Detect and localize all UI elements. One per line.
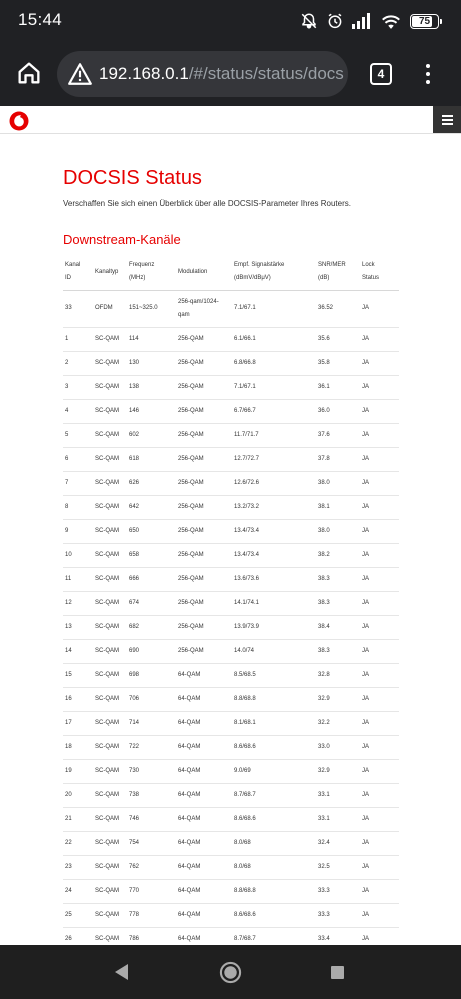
col-modulation-cell: 256-QAM bbox=[176, 327, 232, 351]
col-channel-id-cell: 3 bbox=[63, 375, 93, 399]
col-modulation-cell: 256-QAM bbox=[176, 591, 232, 615]
col-channel-id-cell: 26 bbox=[63, 927, 93, 945]
col-snr-mer-header bbox=[316, 255, 360, 290]
col-frequency-cell: 650 bbox=[127, 519, 176, 543]
col-channel-type-cell: SC-QAM bbox=[93, 591, 127, 615]
table-row bbox=[63, 783, 399, 807]
col-signal-strength-cell: 7.1/67.1 bbox=[232, 375, 316, 399]
header-line: Kanal bbox=[65, 262, 81, 269]
col-signal-strength-cell: 8.7/68.7 bbox=[232, 927, 316, 945]
col-snr-mer-cell: 33.3 bbox=[316, 903, 360, 927]
col-snr-mer-cell: 33.4 bbox=[316, 927, 360, 945]
col-channel-id-header bbox=[63, 255, 93, 290]
col-signal-strength-cell: 8.6/68.6 bbox=[232, 903, 316, 927]
col-snr-mer-cell: 32.4 bbox=[316, 831, 360, 855]
col-channel-type-cell: SC-QAM bbox=[93, 399, 127, 423]
col-snr-mer-cell: 32.9 bbox=[316, 759, 360, 783]
col-modulation-cell: 256-QAM bbox=[176, 399, 232, 423]
col-modulation-cell: 256-QAM bbox=[176, 351, 232, 375]
col-modulation-cell: 256-QAM bbox=[176, 447, 232, 471]
table-header-row bbox=[63, 255, 399, 290]
col-signal-strength-cell: 8.7/68.7 bbox=[232, 783, 316, 807]
bell-off-icon bbox=[300, 12, 318, 30]
col-lock-status-cell: JA bbox=[360, 615, 399, 639]
col-snr-mer-cell: 38.3 bbox=[316, 591, 360, 615]
col-lock-status-cell: JA bbox=[360, 375, 399, 399]
col-frequency-cell: 146 bbox=[127, 399, 176, 423]
table-row bbox=[63, 543, 399, 567]
col-snr-mer-cell: 32.9 bbox=[316, 687, 360, 711]
col-channel-id-cell: 5 bbox=[63, 423, 93, 447]
col-channel-type-cell: SC-QAM bbox=[93, 567, 127, 591]
col-channel-id-cell: 10 bbox=[63, 543, 93, 567]
home-button[interactable] bbox=[12, 56, 46, 90]
col-channel-type-cell: SC-QAM bbox=[93, 711, 127, 735]
home-icon bbox=[15, 59, 43, 87]
col-channel-type-cell: SC-QAM bbox=[93, 831, 127, 855]
col-lock-status-cell: JA bbox=[360, 879, 399, 903]
home-circle-icon[interactable] bbox=[219, 961, 242, 984]
col-channel-type-cell: SC-QAM bbox=[93, 879, 127, 903]
col-frequency-cell: 762 bbox=[127, 855, 176, 879]
table-row bbox=[63, 471, 399, 495]
col-snr-mer-cell: 37.8 bbox=[316, 447, 360, 471]
url-host: 192.168.0.1 bbox=[99, 64, 189, 83]
col-lock-status-cell: JA bbox=[360, 399, 399, 423]
alarm-icon bbox=[326, 12, 344, 30]
col-signal-strength-header bbox=[232, 255, 316, 290]
col-modulation-cell: 256-QAM bbox=[176, 375, 232, 399]
col-lock-status-cell: JA bbox=[360, 759, 399, 783]
wifi-icon bbox=[380, 13, 402, 30]
table-row bbox=[63, 903, 399, 927]
col-channel-type-cell: SC-QAM bbox=[93, 903, 127, 927]
col-frequency-cell: 738 bbox=[127, 783, 176, 807]
browser-toolbar bbox=[0, 42, 461, 106]
col-snr-mer-cell: 33.0 bbox=[316, 735, 360, 759]
col-channel-type-cell: OFDM bbox=[93, 290, 127, 327]
col-channel-id-cell: 18 bbox=[63, 735, 93, 759]
status-time: 15:44 bbox=[18, 10, 63, 29]
col-channel-type-cell: SC-QAM bbox=[93, 735, 127, 759]
col-signal-strength-cell: 13.4/73.4 bbox=[232, 519, 316, 543]
table-row bbox=[63, 639, 399, 663]
downstream-table bbox=[63, 255, 399, 945]
col-snr-mer-cell: 38.3 bbox=[316, 639, 360, 663]
col-lock-status-cell: JA bbox=[360, 687, 399, 711]
status-icons bbox=[300, 10, 439, 32]
col-channel-id-cell: 33 bbox=[63, 290, 93, 327]
col-modulation-cell: 64-QAM bbox=[176, 831, 232, 855]
col-channel-type-cell: SC-QAM bbox=[93, 759, 127, 783]
page-title: DOCSIS Status bbox=[63, 167, 202, 189]
col-snr-mer-cell: 38.0 bbox=[316, 471, 360, 495]
col-channel-id-cell: 6 bbox=[63, 447, 93, 471]
table-row bbox=[63, 807, 399, 831]
header-line: Modulation bbox=[178, 268, 208, 275]
col-channel-id-cell: 16 bbox=[63, 687, 93, 711]
tab-count: 4 bbox=[377, 67, 385, 81]
col-lock-status-cell: JA bbox=[360, 447, 399, 471]
col-channel-type-cell: SC-QAM bbox=[93, 783, 127, 807]
col-signal-strength-cell: 13.4/73.4 bbox=[232, 543, 316, 567]
table-row bbox=[63, 615, 399, 639]
col-lock-status-cell: JA bbox=[360, 855, 399, 879]
table-row bbox=[63, 447, 399, 471]
col-snr-mer-cell: 38.1 bbox=[316, 495, 360, 519]
col-frequency-cell: 706 bbox=[127, 687, 176, 711]
col-modulation-header bbox=[176, 255, 232, 290]
col-frequency-cell: 682 bbox=[127, 615, 176, 639]
col-snr-mer-cell: 38.4 bbox=[316, 615, 360, 639]
col-lock-status-cell: JA bbox=[360, 519, 399, 543]
col-snr-mer-cell: 32.8 bbox=[316, 663, 360, 687]
col-channel-type-cell: SC-QAM bbox=[93, 807, 127, 831]
col-lock-status-cell: JA bbox=[360, 567, 399, 591]
col-modulation-cell: 64-QAM bbox=[176, 903, 232, 927]
col-channel-id-cell: 25 bbox=[63, 903, 93, 927]
col-modulation-cell: 64-QAM bbox=[176, 783, 232, 807]
col-signal-strength-cell: 9.0/69 bbox=[232, 759, 316, 783]
col-channel-id-cell: 24 bbox=[63, 879, 93, 903]
col-snr-mer-cell: 38.3 bbox=[316, 567, 360, 591]
col-frequency-cell: 602 bbox=[127, 423, 176, 447]
col-channel-type-cell: SC-QAM bbox=[93, 663, 127, 687]
col-channel-id-cell: 19 bbox=[63, 759, 93, 783]
col-signal-strength-cell: 6.8/66.8 bbox=[232, 351, 316, 375]
col-modulation-cell: 256-QAM bbox=[176, 423, 232, 447]
header-line: (MHz) bbox=[129, 275, 146, 282]
router-header bbox=[0, 106, 461, 134]
table-row bbox=[63, 327, 399, 351]
header-line: (dB) bbox=[318, 275, 330, 282]
col-channel-type-cell: SC-QAM bbox=[93, 519, 127, 543]
table-row bbox=[63, 855, 399, 879]
col-channel-type-cell: SC-QAM bbox=[93, 855, 127, 879]
status-bar bbox=[0, 0, 461, 42]
col-frequency-cell: 698 bbox=[127, 663, 176, 687]
table-row bbox=[63, 399, 399, 423]
col-frequency-cell: 746 bbox=[127, 807, 176, 831]
col-signal-strength-cell: 8.8/68.8 bbox=[232, 879, 316, 903]
col-modulation-cell: 64-QAM bbox=[176, 735, 232, 759]
table-row bbox=[63, 423, 399, 447]
col-modulation-cell: 256-QAM bbox=[176, 471, 232, 495]
col-snr-mer-cell: 38.0 bbox=[316, 519, 360, 543]
recents-icon[interactable] bbox=[331, 966, 344, 979]
col-signal-strength-cell: 12.6/72.6 bbox=[232, 471, 316, 495]
col-channel-type-cell: SC-QAM bbox=[93, 615, 127, 639]
table-row bbox=[63, 591, 399, 615]
section-title-downstream: Downstream-Kanäle bbox=[63, 232, 181, 247]
web-page bbox=[0, 106, 461, 945]
address-bar[interactable] bbox=[57, 51, 348, 97]
col-lock-status-cell: JA bbox=[360, 783, 399, 807]
col-signal-strength-cell: 13.6/73.6 bbox=[232, 567, 316, 591]
col-channel-type-cell: SC-QAM bbox=[93, 471, 127, 495]
table-row bbox=[63, 519, 399, 543]
table-row bbox=[63, 290, 399, 327]
col-signal-strength-cell: 13.9/73.9 bbox=[232, 615, 316, 639]
col-frequency-cell: 722 bbox=[127, 735, 176, 759]
table-row bbox=[63, 495, 399, 519]
header-line: Lock bbox=[362, 262, 375, 269]
hamburger-menu-icon[interactable] bbox=[433, 106, 461, 133]
col-frequency-cell: 130 bbox=[127, 351, 176, 375]
col-lock-status-cell: JA bbox=[360, 327, 399, 351]
col-channel-type-cell: SC-QAM bbox=[93, 375, 127, 399]
col-snr-mer-cell: 37.6 bbox=[316, 423, 360, 447]
col-lock-status-cell: JA bbox=[360, 591, 399, 615]
col-channel-type-cell: SC-QAM bbox=[93, 351, 127, 375]
more-vert-icon[interactable] bbox=[420, 61, 436, 87]
col-modulation-cell: 256-QAM bbox=[176, 495, 232, 519]
header-line: SNR/MER bbox=[318, 262, 346, 269]
header-line: Frequenz bbox=[129, 262, 155, 269]
table-row bbox=[63, 759, 399, 783]
col-frequency-cell: 714 bbox=[127, 711, 176, 735]
col-signal-strength-cell: 13.2/73.2 bbox=[232, 495, 316, 519]
col-modulation-cell: 256-QAM bbox=[176, 639, 232, 663]
col-frequency-cell: 770 bbox=[127, 879, 176, 903]
col-signal-strength-cell: 11.7/71.7 bbox=[232, 423, 316, 447]
col-channel-id-cell: 11 bbox=[63, 567, 93, 591]
battery-icon bbox=[410, 14, 439, 29]
col-frequency-header bbox=[127, 255, 176, 290]
col-lock-status-cell: JA bbox=[360, 831, 399, 855]
col-channel-id-cell: 8 bbox=[63, 495, 93, 519]
col-modulation-cell: 256-qam/1024-qam bbox=[176, 290, 232, 327]
col-frequency-cell: 618 bbox=[127, 447, 176, 471]
col-channel-type-cell: SC-QAM bbox=[93, 687, 127, 711]
col-snr-mer-cell: 33.1 bbox=[316, 807, 360, 831]
col-channel-id-cell: 15 bbox=[63, 663, 93, 687]
header-line: Kanaltyp bbox=[95, 268, 119, 275]
col-signal-strength-cell: 8.5/68.5 bbox=[232, 663, 316, 687]
col-lock-status-cell: JA bbox=[360, 711, 399, 735]
table-row bbox=[63, 831, 399, 855]
col-channel-id-cell: 12 bbox=[63, 591, 93, 615]
col-frequency-cell: 138 bbox=[127, 375, 176, 399]
table-row bbox=[63, 375, 399, 399]
col-channel-type-cell: SC-QAM bbox=[93, 495, 127, 519]
table-body bbox=[63, 290, 399, 945]
col-channel-id-cell: 22 bbox=[63, 831, 93, 855]
col-signal-strength-cell: 8.0/68 bbox=[232, 831, 316, 855]
col-frequency-cell: 778 bbox=[127, 903, 176, 927]
url-text bbox=[99, 64, 344, 84]
col-snr-mer-cell: 36.52 bbox=[316, 290, 360, 327]
col-modulation-cell: 64-QAM bbox=[176, 759, 232, 783]
col-modulation-cell: 64-QAM bbox=[176, 855, 232, 879]
table-row bbox=[63, 711, 399, 735]
page-subtitle: Verschaffen Sie sich einen Überblick über alle DOCSIS-Parameter Ihres Routers. bbox=[63, 199, 351, 208]
table-row bbox=[63, 735, 399, 759]
vodafone-logo-icon[interactable] bbox=[9, 111, 29, 131]
col-lock-status-cell: JA bbox=[360, 735, 399, 759]
col-lock-status-header bbox=[360, 255, 399, 290]
table-row bbox=[63, 879, 399, 903]
table-row bbox=[63, 351, 399, 375]
col-snr-mer-cell: 36.1 bbox=[316, 375, 360, 399]
col-channel-type-cell: SC-QAM bbox=[93, 639, 127, 663]
col-lock-status-cell: JA bbox=[360, 663, 399, 687]
col-modulation-cell: 64-QAM bbox=[176, 807, 232, 831]
col-frequency-cell: 674 bbox=[127, 591, 176, 615]
col-frequency-cell: 666 bbox=[127, 567, 176, 591]
col-frequency-cell: 730 bbox=[127, 759, 176, 783]
signal-icon bbox=[352, 13, 372, 29]
col-frequency-cell: 690 bbox=[127, 639, 176, 663]
col-channel-id-cell: 23 bbox=[63, 855, 93, 879]
header-line: Status bbox=[362, 275, 380, 282]
col-modulation-cell: 256-QAM bbox=[176, 567, 232, 591]
col-frequency-cell: 754 bbox=[127, 831, 176, 855]
col-channel-id-cell: 20 bbox=[63, 783, 93, 807]
tab-switcher-icon[interactable] bbox=[370, 63, 392, 85]
col-modulation-cell: 64-QAM bbox=[176, 927, 232, 945]
url-path: /#/status/status/docs bbox=[188, 64, 344, 83]
col-frequency-cell: 114 bbox=[127, 327, 176, 351]
col-channel-id-cell: 13 bbox=[63, 615, 93, 639]
col-lock-status-cell: JA bbox=[360, 351, 399, 375]
col-modulation-cell: 64-QAM bbox=[176, 879, 232, 903]
navigation-bar bbox=[0, 945, 461, 999]
header-line: (dBmV/dBμV) bbox=[234, 275, 271, 282]
col-frequency-cell: 151~325.0 bbox=[127, 290, 176, 327]
col-snr-mer-cell: 33.3 bbox=[316, 879, 360, 903]
col-snr-mer-cell: 35.8 bbox=[316, 351, 360, 375]
col-lock-status-cell: JA bbox=[360, 423, 399, 447]
table-row bbox=[63, 567, 399, 591]
col-signal-strength-cell: 6.7/66.7 bbox=[232, 399, 316, 423]
col-frequency-cell: 642 bbox=[127, 495, 176, 519]
col-snr-mer-cell: 32.2 bbox=[316, 711, 360, 735]
col-modulation-cell: 64-QAM bbox=[176, 711, 232, 735]
col-channel-type-cell: SC-QAM bbox=[93, 927, 127, 945]
col-lock-status-cell: JA bbox=[360, 807, 399, 831]
col-modulation-cell: 256-QAM bbox=[176, 615, 232, 639]
col-channel-id-cell: 1 bbox=[63, 327, 93, 351]
col-lock-status-cell: JA bbox=[360, 290, 399, 327]
col-frequency-cell: 626 bbox=[127, 471, 176, 495]
col-signal-strength-cell: 12.7/72.7 bbox=[232, 447, 316, 471]
col-signal-strength-cell: 8.6/68.6 bbox=[232, 807, 316, 831]
col-lock-status-cell: JA bbox=[360, 543, 399, 567]
col-modulation-cell: 64-QAM bbox=[176, 663, 232, 687]
col-channel-type-header bbox=[93, 255, 127, 290]
back-icon[interactable] bbox=[114, 963, 130, 981]
col-signal-strength-cell: 8.0/68 bbox=[232, 855, 316, 879]
col-signal-strength-cell: 8.6/68.6 bbox=[232, 735, 316, 759]
col-signal-strength-cell: 8.8/68.8 bbox=[232, 687, 316, 711]
col-snr-mer-cell: 32.5 bbox=[316, 855, 360, 879]
battery-percent: 75 bbox=[418, 15, 431, 27]
col-modulation-cell: 64-QAM bbox=[176, 687, 232, 711]
table-row bbox=[63, 927, 399, 945]
col-channel-id-cell: 14 bbox=[63, 639, 93, 663]
col-signal-strength-cell: 7.1/67.1 bbox=[232, 290, 316, 327]
not-secure-warning-icon[interactable] bbox=[67, 61, 93, 87]
col-modulation-cell: 256-QAM bbox=[176, 519, 232, 543]
col-signal-strength-cell: 6.1/66.1 bbox=[232, 327, 316, 351]
col-channel-type-cell: SC-QAM bbox=[93, 327, 127, 351]
col-channel-id-cell: 4 bbox=[63, 399, 93, 423]
col-snr-mer-cell: 35.6 bbox=[316, 327, 360, 351]
col-lock-status-cell: JA bbox=[360, 639, 399, 663]
col-channel-type-cell: SC-QAM bbox=[93, 543, 127, 567]
col-snr-mer-cell: 36.0 bbox=[316, 399, 360, 423]
col-frequency-cell: 786 bbox=[127, 927, 176, 945]
col-channel-id-cell: 17 bbox=[63, 711, 93, 735]
col-modulation-cell: 256-QAM bbox=[176, 543, 232, 567]
col-channel-id-cell: 7 bbox=[63, 471, 93, 495]
col-lock-status-cell: JA bbox=[360, 903, 399, 927]
col-channel-type-cell: SC-QAM bbox=[93, 423, 127, 447]
col-lock-status-cell: JA bbox=[360, 927, 399, 945]
header-line: ID bbox=[65, 275, 71, 282]
col-channel-type-cell: SC-QAM bbox=[93, 447, 127, 471]
col-channel-id-cell: 9 bbox=[63, 519, 93, 543]
col-snr-mer-cell: 33.1 bbox=[316, 783, 360, 807]
col-signal-strength-cell: 14.0/74 bbox=[232, 639, 316, 663]
table-row bbox=[63, 687, 399, 711]
col-signal-strength-cell: 8.1/68.1 bbox=[232, 711, 316, 735]
col-lock-status-cell: JA bbox=[360, 471, 399, 495]
header-line: Empf. Signalstärke bbox=[234, 262, 285, 269]
col-channel-id-cell: 2 bbox=[63, 351, 93, 375]
col-lock-status-cell: JA bbox=[360, 495, 399, 519]
table-row bbox=[63, 663, 399, 687]
col-snr-mer-cell: 38.2 bbox=[316, 543, 360, 567]
col-signal-strength-cell: 14.1/74.1 bbox=[232, 591, 316, 615]
col-channel-id-cell: 21 bbox=[63, 807, 93, 831]
col-frequency-cell: 658 bbox=[127, 543, 176, 567]
